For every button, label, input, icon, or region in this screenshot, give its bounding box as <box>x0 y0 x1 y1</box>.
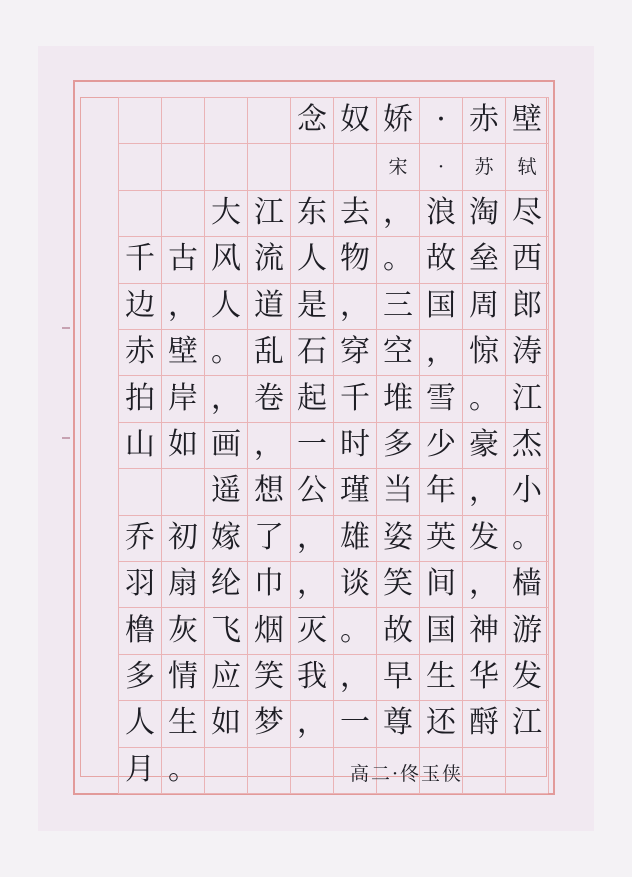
poem-character: 神 <box>469 613 499 648</box>
poem-character: 少 <box>426 427 456 462</box>
poem-character: 念 <box>297 102 327 137</box>
poem-character: 公 <box>297 473 327 508</box>
poem-character: ， <box>297 566 327 601</box>
poem-character: 尊 <box>383 705 413 740</box>
poem-character: 。 <box>469 381 499 416</box>
poem-character: 一 <box>297 427 327 462</box>
poem-character: 嫁 <box>211 520 241 555</box>
grid-column-line <box>204 97 205 793</box>
poem-character: 纶 <box>211 566 241 601</box>
poem-character: 人 <box>297 241 327 276</box>
poem-character: 宋 <box>388 156 408 178</box>
poem-character: ， <box>469 566 499 601</box>
poem-character: 江 <box>254 195 284 230</box>
poem-character: 杰 <box>512 427 542 462</box>
poem-character: 人 <box>125 705 155 740</box>
poem-character: 赤 <box>125 334 155 369</box>
poem-character: 壁 <box>512 102 542 137</box>
poem-character: 人 <box>211 288 241 323</box>
poem-character: 浪 <box>426 195 456 230</box>
poem-character: 还 <box>426 705 456 740</box>
grid-column-line <box>462 97 463 793</box>
poem-character: 笑 <box>254 659 284 694</box>
poem-character: 千 <box>125 241 155 276</box>
poem-character: 是 <box>297 288 327 323</box>
grid-column-line <box>247 97 248 793</box>
poem-character: 。 <box>168 752 198 787</box>
poem-character: 瑾 <box>340 473 370 508</box>
poem-character: ， <box>168 288 198 323</box>
poem-character: · <box>436 102 446 137</box>
poem-character: 想 <box>254 473 284 508</box>
poem-character: 壁 <box>168 334 198 369</box>
poem-character: 小 <box>512 473 542 508</box>
poem-character: 故 <box>426 241 456 276</box>
poem-character: ， <box>254 427 284 462</box>
poem-character: 华 <box>469 659 499 694</box>
poem-character: 我 <box>297 659 327 694</box>
poem-character: 穿 <box>340 334 370 369</box>
poem-character: ， <box>426 334 456 369</box>
poem-character: ， <box>340 288 370 323</box>
poem-character: ， <box>469 473 499 508</box>
poem-character: 苏 <box>474 156 494 178</box>
poem-character: 灰 <box>168 613 198 648</box>
poem-character: 西 <box>512 241 542 276</box>
poem-character: 雄 <box>340 520 370 555</box>
poem-character: 大 <box>211 195 241 230</box>
poem-character: 古 <box>168 241 198 276</box>
poem-character: 扇 <box>168 566 198 601</box>
poem-character: 初 <box>168 520 198 555</box>
poem-character: 乱 <box>254 334 284 369</box>
poem-character: 游 <box>512 613 542 648</box>
poem-character: 。 <box>383 241 413 276</box>
poem-character: 周 <box>469 288 499 323</box>
poem-character: 岸 <box>168 381 198 416</box>
grid-column-line <box>290 97 291 793</box>
poem-character: 国 <box>426 288 456 323</box>
binding-mark <box>62 327 70 329</box>
poem-character: 江 <box>512 705 542 740</box>
poem-character: 樯 <box>512 566 542 601</box>
grid-row-line <box>118 793 548 794</box>
poem-character: 多 <box>125 659 155 694</box>
poem-character: 谈 <box>340 566 370 601</box>
poem-character: 。 <box>211 334 241 369</box>
poem-character: 。 <box>340 613 370 648</box>
poem-character: ， <box>297 520 327 555</box>
poem-character: 故 <box>383 613 413 648</box>
poem-character: 奴 <box>340 102 370 137</box>
poem-character: 乔 <box>125 520 155 555</box>
poem-character: 英 <box>426 520 456 555</box>
signature: 高二·佟玉侠 <box>350 763 464 785</box>
poem-character: 垒 <box>469 241 499 276</box>
poem-character: 画 <box>211 427 241 462</box>
poem-character: 。 <box>512 520 542 555</box>
poem-character: 涛 <box>512 334 542 369</box>
poem-character: · <box>437 156 445 178</box>
poem-character: 生 <box>426 659 456 694</box>
poem-character: ， <box>340 659 370 694</box>
poem-character: 娇 <box>383 102 413 137</box>
poem-character: 笑 <box>383 566 413 601</box>
poem-character: 如 <box>168 427 198 462</box>
poem-character: 堆 <box>383 381 413 416</box>
poem-character: 如 <box>211 705 241 740</box>
poem-character: 橹 <box>125 613 155 648</box>
grid-column-line <box>376 97 377 793</box>
poem-character: 羽 <box>125 566 155 601</box>
poem-character: 卷 <box>254 381 284 416</box>
poem-character: 烟 <box>254 613 284 648</box>
grid-column-line <box>161 97 162 793</box>
poem-character: 山 <box>125 427 155 462</box>
poem-character: 东 <box>297 195 327 230</box>
poem-character: 流 <box>254 241 284 276</box>
poem-character: 三 <box>383 288 413 323</box>
poem-character: 雪 <box>426 381 456 416</box>
poem-character: 风 <box>211 241 241 276</box>
poem-character: 石 <box>297 334 327 369</box>
poem-character: 江 <box>512 381 542 416</box>
poem-character: 淘 <box>469 195 499 230</box>
poem-character: 时 <box>340 427 370 462</box>
poem-character: 起 <box>297 381 327 416</box>
poem-character: 姿 <box>383 520 413 555</box>
poem-character: 应 <box>211 659 241 694</box>
poem-character: 飞 <box>211 613 241 648</box>
grid-column-line <box>419 97 420 793</box>
poem-character: 情 <box>168 659 198 694</box>
poem-character: 灭 <box>297 613 327 648</box>
poem-character: 边 <box>125 288 155 323</box>
poem-character: 梦 <box>254 705 284 740</box>
poem-character: 赤 <box>469 102 499 137</box>
poem-character: 郎 <box>512 288 542 323</box>
poem-character: 拍 <box>125 381 155 416</box>
poem-character: 多 <box>383 427 413 462</box>
poem-character: 道 <box>254 288 284 323</box>
poem-character: 月 <box>125 752 155 787</box>
poem-character: 轼 <box>517 156 537 178</box>
poem-character: 年 <box>426 473 456 508</box>
grid-column-line <box>333 97 334 793</box>
poem-character: 去 <box>340 195 370 230</box>
grid-column-line <box>505 97 506 793</box>
poem-character: 生 <box>168 705 198 740</box>
poem-character: 豪 <box>469 427 499 462</box>
poem-character: 巾 <box>254 566 284 601</box>
poem-character: 发 <box>469 520 499 555</box>
poem-character: 一 <box>340 705 370 740</box>
poem-character: 遥 <box>211 473 241 508</box>
poem-character: ， <box>383 195 413 230</box>
poem-character: 空 <box>383 334 413 369</box>
poem-character: 物 <box>340 241 370 276</box>
poem-character: ， <box>211 381 241 416</box>
poem-character: 惊 <box>469 334 499 369</box>
poem-character: 间 <box>426 566 456 601</box>
poem-character: 酹 <box>469 705 499 740</box>
grid-column-line <box>548 97 549 793</box>
grid-column-line <box>118 97 119 793</box>
binding-mark <box>62 437 70 439</box>
poem-character: 国 <box>426 613 456 648</box>
poem-character: 千 <box>340 381 370 416</box>
poem-character: ， <box>297 705 327 740</box>
poem-character: 了 <box>254 520 284 555</box>
poem-character: 尽 <box>512 195 542 230</box>
poem-character: 发 <box>512 659 542 694</box>
poem-character: 当 <box>383 473 413 508</box>
poem-character: 早 <box>383 659 413 694</box>
